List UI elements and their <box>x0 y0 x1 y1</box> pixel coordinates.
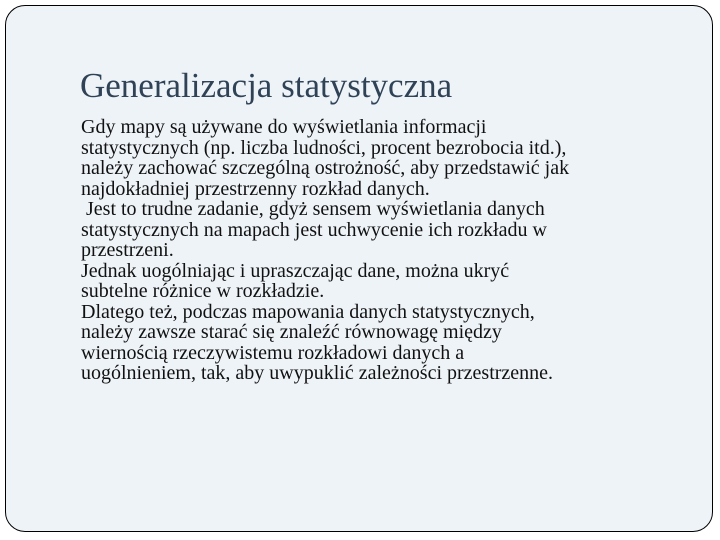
body-line: subtelne różnice w rozkładzie. <box>81 280 325 302</box>
paragraph-2 <box>81 199 691 261</box>
body-line: przestrzeni. <box>81 239 174 261</box>
body-line: wiernością rzeczywistemu rozkładowi danych a <box>81 341 465 364</box>
body-line: statystycznych na mapach jest uchwycenie ich rozkładu w <box>81 218 547 241</box>
paragraph-3 <box>81 261 691 302</box>
body-line: uogólnieniem, tak, aby uwypuklić zależności przestrzenne. <box>81 362 554 384</box>
body-line: należy zachować szczególną ostrożność, aby przedstawić jak <box>81 157 570 179</box>
slide-title: Generalizacja statystyczna <box>80 66 453 105</box>
slide <box>5 5 713 532</box>
body-line: należy zawsze starać się znaleźć równowagę między <box>81 321 502 343</box>
body-line: Gdy mapy są używane do wyświetlania informacji <box>81 116 487 138</box>
paragraph-1 <box>81 117 691 199</box>
body-line: najdokładniej przestrzenny rozkład danych. <box>81 177 430 200</box>
paragraph-4 <box>81 302 691 384</box>
body-line: statystycznych (np. liczba ludności, procent bezrobocia itd.), <box>81 136 567 159</box>
body-line: Jednak uogólniając i upraszczając dane, można ukryć <box>81 259 510 282</box>
body-line: Jest to trudne zadanie, gdyż sensem wyświetlania danych <box>81 198 545 220</box>
slide-body <box>81 117 691 384</box>
body-line: Dlatego też, podczas mapowania danych statystycznych, <box>81 300 535 323</box>
